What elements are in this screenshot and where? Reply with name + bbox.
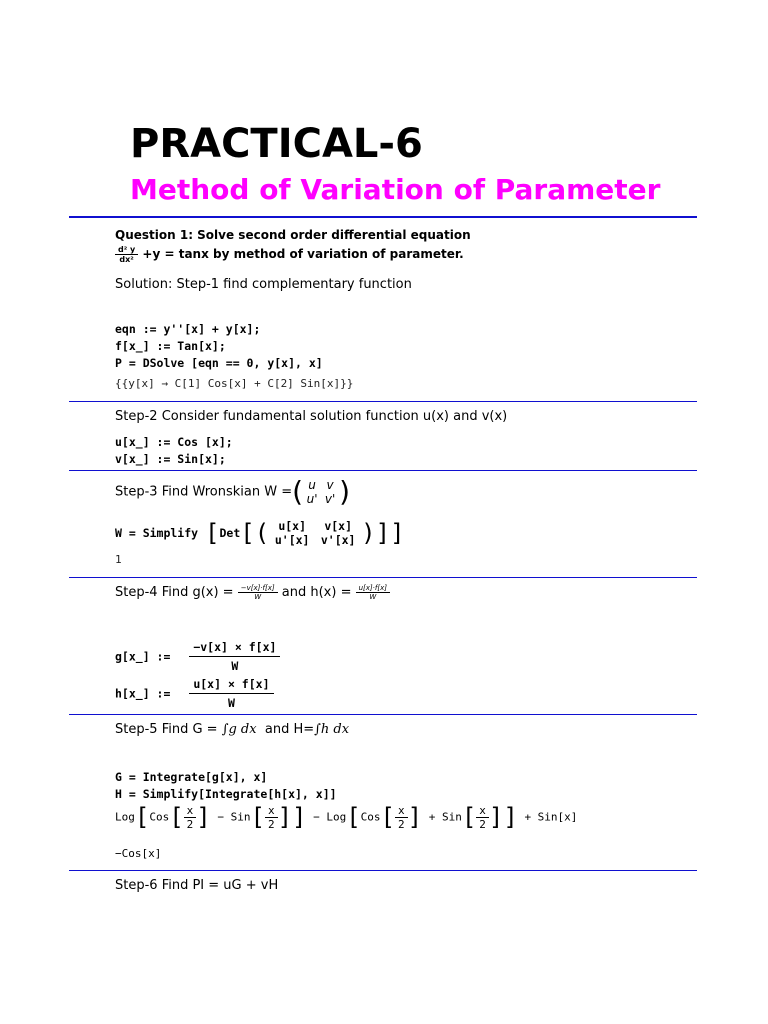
step1-code-line-3: P = DSolve [eqn == 0, y[x], x] <box>115 356 323 370</box>
header-divider <box>69 216 697 218</box>
question-text: Question 1: Solve second order differential equation <box>115 228 471 242</box>
h-definition: h[x_] := $\frac{u[x] \times f[x]}{W}$ <box>115 677 274 710</box>
step2-code-line-2: v[x_] := Sin[x]; <box>115 452 226 466</box>
derivative-fraction: $\frac{\text{d² y}}{\text{dx²}}$ <box>115 245 138 264</box>
h-fraction: $\frac{u[x]\cdot f[x]}{W}$ <box>356 584 390 601</box>
step5-code-line-2: H = Simplify[Integrate[h[x], x]] <box>115 787 337 801</box>
step5-output-1: Log[Cos[ $\frac{x}{2}$ ] − Sin[ $\frac{x}{2}$ ]] − Log[Cos[ $\frac{x}{2}$ ] + Sin[ $\frac{x}{2}$ ]] + Sin[x] <box>115 803 578 831</box>
step2-heading: Step-2 Consider fundamental solution function u(x) and v(x) <box>115 409 508 424</box>
divider-4 <box>69 714 697 715</box>
step5-code-line-1: G = Integrate[g[x], x] <box>115 770 268 784</box>
divider-3 <box>69 577 697 578</box>
g-definition: g[x_] := $\frac{-v[x] \times f[x]}{W}$ <box>115 640 280 673</box>
page-subtitle: Method of Variation of Parameter <box>130 173 661 206</box>
step3-code: W = Simplify [Det[( u[x] v[x] u'[x] v'[x] )]] <box>115 519 405 547</box>
step5-heading: Step-5 Find G = ∫g dx and H=∫h dx <box>115 722 350 737</box>
wronskian-code-matrix: u[x] v[x] u'[x] v'[x] <box>274 519 356 547</box>
divider-1 <box>69 401 697 402</box>
step1-code-line-1: eqn := y''[x] + y[x]; <box>115 322 261 336</box>
g-fraction: $\frac{-v[x]\cdot f[x]}{W}$ <box>238 584 278 601</box>
step5-output-2: −Cos[x] <box>115 847 162 860</box>
step1-output: {{y[x] → C[1] Cos[x] + C[2] Sin[x]}} <box>115 377 354 390</box>
divider-5 <box>69 870 697 871</box>
question-equation <box>115 245 464 264</box>
step1-code-line-2: f[x_] := Tan[x]; <box>115 339 226 353</box>
page-title: PRACTICAL-6 <box>130 121 423 167</box>
step4-heading: Step-4 Find g(x) = $\frac{-v[x]\cdot f[x]}{W}$ and h(x) = $\frac{u[x]\cdot f[x]}{W}$ <box>115 584 390 601</box>
question-rest: +y = tanx by method of variation of parameter. <box>142 247 464 261</box>
divider-2 <box>69 470 697 471</box>
step6-heading: Step-6 Find PI = uG + vH <box>115 878 279 893</box>
step1-heading: Solution: Step-1 find complementary function <box>115 277 412 292</box>
step3-output: 1 <box>115 553 122 566</box>
step2-code-line-1: u[x_] := Cos [x]; <box>115 435 233 449</box>
step3-heading: Step-3 Find Wronskian W =( u v u' v' ) <box>115 475 350 508</box>
wronskian-matrix: u v u' v' <box>306 478 336 506</box>
